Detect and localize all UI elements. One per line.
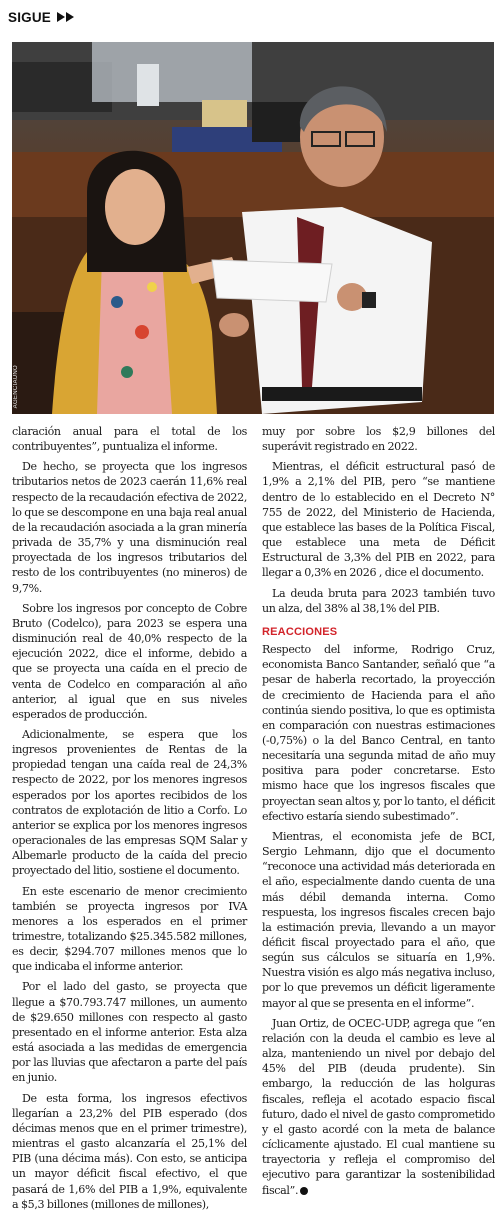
arrow-right-icon (66, 12, 74, 22)
article-paragraph: Mientras, el déficit estructural pasó de 1,9% a 2,1% del PIB, pero “se mantiene dentro de lo establecido en el Decreto N° 755 de 2022, del Ministerio de Hacienda, que establece las bases de la Política Fiscal, que establece una meta de Déficit Estructural de 3,3% del PIB en 2022, para llegar a 0,3% en 2026 , dice el documento. (262, 460, 495, 580)
continue-marker[interactable] (8, 8, 74, 26)
article-paragraph-text: Juan Ortiz, de OCEC-UDP, agrega que “en relación con la deuda el cambio es leve al alza, manteniendo un nivel por debajo del 45% del PIB (deuda prudente). Sin embargo, la reducción de las holguras fiscales, refleja el acotado espacio fiscal futuro, dado el nivel de gasto comprometido y el gasto acordé con la meta de balance cíclicamente ajustado. El cual mantiene su trayectoria y refleja el compromiso del ejecutivo para garantizar la sostenibilidad fiscal”. (262, 1016, 495, 1197)
article-paragraph: Respecto del informe, Rodrigo Cruz, economista Banco Santander, señaló que “a pesar de haberla recortado, la proyección de crecimiento de Hacienda para el año continúa siendo positiva, lo que es optimista en comparación con nuestras estimaciones (-0,75%) o la del Banco Central, en tanto necesitaría una segunda mitad de año muy positiva para poder concretarse. Esto mismo hace que los ingresos fiscales que proyectan sean altos y, por lo tanto, el déficit efectivo estaría siendo subestimado”. (262, 643, 495, 823)
article-paragraph: La deuda bruta para 2023 también tuvo un alza, del 38% al 38,1% del PIB. (262, 586, 495, 615)
article-paragraph: Adicionalmente, se espera que los ingresos provenientes de Rentas de la propiedad tengan una caída real de 24,3% respecto de 2022, por los menores ingresos esperados por los aportes recibidos de los contratos de explotación de litio a Corfo. Lo anterior se explica por los menores ingresos operacionales de las empresas SQM Salar y Albemarle producto de la caída del precio proyectado del litio, sostiene el documento. (12, 727, 247, 878)
article-paragraph (262, 1016, 495, 1198)
end-of-article-icon (300, 1187, 308, 1195)
continue-label: SIGUE (8, 9, 52, 25)
article-paragraph: Por el lado del gasto, se proyecta que llegue a $70.793.747 millones, un aumento de $29.650 millones con respecto al gasto presentado en el informe anterior. Esta alza está asociada a las medidas de emergencia por las lluvias que afectaron a parte del país en junio. (12, 980, 247, 1085)
article-paragraph: De hecho, se proyecta que los ingresos tributarios netos de 2023 caerán 11,6% real respecto de la recaudación efectiva de 2022, lo que se descompone en una baja real anual de la recaudación asociada a la gran minería privada de 35,7% y una disminución real proyectada de los ingresos tributarios del resto de los contribuyentes (no mineros) de 9,7%. (12, 460, 247, 595)
article-paragraph: Mientras, el economista jefe de BCI, Sergio Lehmann, dijo que el documento “reconoce una actividad más deteriorada en el año, especialmente dando cuenta de una más débil demanda interna. Como respuesta, los ingresos fiscales crecen bajo la estimación previa, llevando a un mayor déficit fiscal proyectado para el año, que según sus cálculos se situaría en 1,9%. Nuestra visión es algo más negativa incluso, por lo que prevemos un déficit ligeramente mayor al que se presenta en el informe”. (262, 829, 495, 1010)
article-paragraph: En este escenario de menor crecimiento también se proyecta ingresos por IVA menores a los esperados en el primer trimestre, totalizando $25.345.582 millones, es decir, $294.707 millones menos que lo que indicaba el informe anterior. (12, 884, 247, 974)
article-paragraph: Sobre los ingresos por concepto de Cobre Bruto (Codelco), para 2023 se espera una disminución real de 40,0% respecto de la ejecución 2022, dice el informe, debido a que se proyecta una caída en el precio de venta de Codelco en comparación al año anterior, al igual que en sus niveles esperados de producción. (12, 601, 247, 721)
article-column-left (12, 424, 247, 1217)
article-paragraph: De esta forma, los ingresos efectivos llegarían a 23,2% del PIB esperado (dos décimas menos que en el primer trimestre), mientras el gasto alcanzaría el 25,1% del PIB (una décima más). Con esto, se anticipa un mayor déficit fiscal efectivo, el que pasará de 1,6% del PIB a 1,9%, equivalente a $5,3 billones (millones de millones), (12, 1091, 247, 1211)
news-photo (12, 42, 494, 414)
photo-illustration (12, 42, 494, 414)
section-heading: REACCIONES (262, 625, 338, 638)
article-paragraph: muy por sobre los $2,9 billones del superávit registrado en 2022. (262, 425, 495, 454)
arrow-right-icon (57, 12, 65, 22)
photo-credit: AGENCIAUNO (13, 364, 19, 408)
article-column-right (262, 424, 495, 1203)
article-paragraph: claración anual para el total de los contribuyentes”, puntualiza el informe. (12, 425, 247, 454)
